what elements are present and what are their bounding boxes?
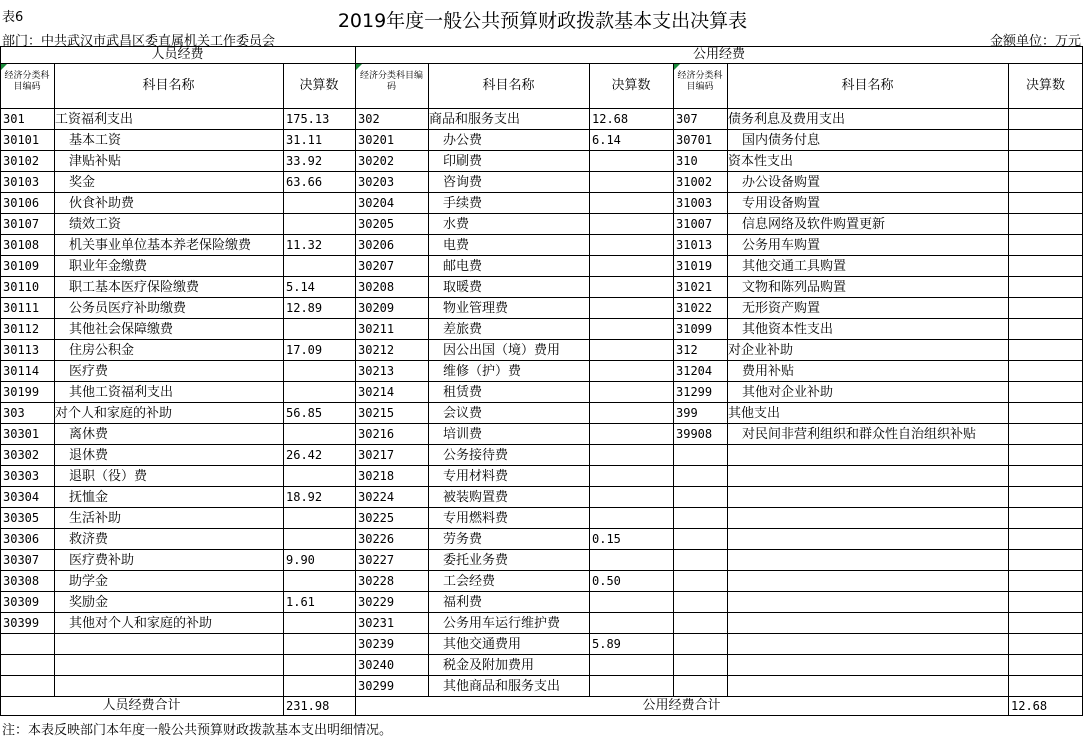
row-amount: 1.61 xyxy=(286,595,315,609)
row-name: 救济费 xyxy=(69,532,109,547)
row-name: 其他社会保障缴费 xyxy=(69,322,174,337)
public-total-amount: 12.68 xyxy=(1011,699,1048,713)
column-header-code: 经济分类科目编码 xyxy=(4,71,50,92)
row-name: 无形资产购置 xyxy=(742,301,821,316)
row-code: 30106 xyxy=(3,196,40,210)
row-name: 生活补助 xyxy=(69,511,122,526)
row-code: 303 xyxy=(3,406,25,420)
row-amount xyxy=(590,256,674,277)
expenditure-table xyxy=(0,46,1083,716)
row-amount xyxy=(590,361,674,382)
row-amount xyxy=(284,571,356,592)
row-amount: 63.66 xyxy=(286,175,323,189)
row-name: 国内债务付息 xyxy=(742,133,821,148)
row-amount xyxy=(1009,382,1084,403)
row-code: 301 xyxy=(3,112,25,126)
row-amount xyxy=(1009,361,1084,382)
row-name: 伙食补助费 xyxy=(69,196,135,211)
row-name: 专用燃料费 xyxy=(443,511,509,526)
row-amount xyxy=(590,151,674,172)
row-name: 公务员医疗补助缴费 xyxy=(69,301,187,316)
row-amount xyxy=(284,508,356,529)
row-amount: 0.50 xyxy=(592,574,621,588)
row-amount xyxy=(1009,424,1084,445)
row-code: 30231 xyxy=(358,616,395,630)
row-amount: 175.13 xyxy=(286,112,330,126)
row-amount xyxy=(284,466,356,487)
row-amount: 26.42 xyxy=(286,448,323,462)
row-name: 印刷费 xyxy=(443,154,483,169)
row-amount xyxy=(590,592,674,613)
row-code: 30217 xyxy=(358,448,395,462)
row-code: 30211 xyxy=(358,322,395,336)
row-name: 租赁费 xyxy=(443,385,483,400)
row-code: 30206 xyxy=(358,238,395,252)
row-name: 公务接待费 xyxy=(443,448,509,463)
row-amount xyxy=(590,424,674,445)
row-name: 助学金 xyxy=(69,574,109,589)
column-header-name: 科目名称 xyxy=(482,78,535,93)
row-name: 退职（役）费 xyxy=(69,469,148,484)
row-amount xyxy=(284,361,356,382)
row-name: 其他工资福利支出 xyxy=(69,385,174,400)
row-code: 30225 xyxy=(358,511,395,525)
row-amount xyxy=(1009,172,1084,193)
row-code: 31022 xyxy=(676,301,713,315)
row-amount xyxy=(590,340,674,361)
row-name: 津贴补贴 xyxy=(69,154,122,169)
row-name: 医疗费 xyxy=(69,364,109,379)
row-amount: 12.89 xyxy=(286,301,323,315)
row-name: 医疗费补助 xyxy=(69,553,135,568)
row-code: 30701 xyxy=(676,133,713,147)
row-name: 住房公积金 xyxy=(69,343,135,358)
row-amount: 17.09 xyxy=(286,343,323,357)
row-code: 30110 xyxy=(3,280,40,294)
row-amount xyxy=(590,613,674,634)
row-name: 水费 xyxy=(443,217,470,232)
row-code: 312 xyxy=(676,343,698,357)
row-name: 奖金 xyxy=(69,175,96,190)
row-amount: 56.85 xyxy=(286,406,323,420)
row-code: 30399 xyxy=(3,616,40,630)
row-amount xyxy=(1009,193,1084,214)
row-code: 30208 xyxy=(358,280,395,294)
row-amount: 12.68 xyxy=(592,112,629,126)
row-code: 30199 xyxy=(3,385,40,399)
row-amount xyxy=(1009,277,1084,298)
row-code: 31003 xyxy=(676,196,713,210)
row-amount: 11.32 xyxy=(286,238,323,252)
row-code: 30109 xyxy=(3,259,40,273)
row-name: 费用补贴 xyxy=(742,364,795,379)
row-code: 30228 xyxy=(358,574,395,588)
row-name: 公务用车购置 xyxy=(742,238,821,253)
row-code: 30111 xyxy=(3,301,40,315)
unit-label: 金额单位：万元 xyxy=(989,34,1081,49)
row-name: 其他交通费用 xyxy=(443,637,522,652)
row-name: 其他商品和服务支出 xyxy=(443,679,561,694)
row-code: 30218 xyxy=(358,469,395,483)
row-amount xyxy=(590,298,674,319)
row-name: 维修（护）费 xyxy=(443,364,522,379)
table-number: 表6 xyxy=(2,10,24,25)
row-amount xyxy=(284,193,356,214)
row-amount xyxy=(590,214,674,235)
row-name: 办公设备购置 xyxy=(742,175,821,190)
section-header-personnel: 人员经费 xyxy=(151,47,204,62)
cell-marker-icon xyxy=(674,64,680,70)
row-amount xyxy=(590,487,674,508)
row-amount xyxy=(1009,340,1084,361)
row-name: 信息网络及软件购置更新 xyxy=(742,217,886,232)
row-name: 因公出国（境）费用 xyxy=(443,343,561,358)
row-amount xyxy=(1009,403,1084,424)
row-code: 30216 xyxy=(358,427,395,441)
row-name: 其他对个人和家庭的补助 xyxy=(69,616,213,631)
row-code: 31002 xyxy=(676,175,713,189)
row-amount xyxy=(590,235,674,256)
row-code: 30309 xyxy=(3,595,40,609)
row-code: 307 xyxy=(676,112,698,126)
row-code: 30203 xyxy=(358,175,395,189)
row-amount xyxy=(590,655,674,676)
row-name: 债务利息及费用支出 xyxy=(728,112,846,127)
row-code: 30229 xyxy=(358,595,395,609)
row-amount xyxy=(1009,319,1084,340)
row-code: 399 xyxy=(676,406,698,420)
row-name: 其他交通工具购置 xyxy=(742,259,847,274)
row-name: 离休费 xyxy=(69,427,109,442)
department-label: 部门：中共武汉市武昌区委直属机关工作委员会 xyxy=(2,34,276,49)
row-amount xyxy=(590,382,674,403)
column-header-amount: 决算数 xyxy=(1025,78,1065,93)
row-name: 基本工资 xyxy=(69,133,122,148)
row-code: 30101 xyxy=(3,133,40,147)
row-amount: 18.92 xyxy=(286,490,323,504)
row-amount xyxy=(1009,130,1084,151)
row-name: 办公费 xyxy=(443,133,483,148)
section-header-public: 公用经费 xyxy=(692,47,745,62)
row-name: 税金及附加费用 xyxy=(443,658,535,673)
column-header-name: 科目名称 xyxy=(142,78,195,93)
row-code: 30114 xyxy=(3,364,40,378)
row-amount xyxy=(284,424,356,445)
row-code: 30240 xyxy=(358,658,395,672)
row-code: 30224 xyxy=(358,490,395,504)
row-amount xyxy=(284,529,356,550)
row-code: 30207 xyxy=(358,259,395,273)
row-amount xyxy=(590,172,674,193)
row-code: 31099 xyxy=(676,322,713,336)
row-amount xyxy=(1009,109,1084,130)
row-code: 31299 xyxy=(676,385,713,399)
row-amount: 31.11 xyxy=(286,133,323,147)
row-name: 差旅费 xyxy=(443,322,483,337)
row-amount xyxy=(590,445,674,466)
row-code: 31019 xyxy=(676,259,713,273)
row-name: 工资福利支出 xyxy=(55,112,134,127)
row-name: 对企业补助 xyxy=(728,343,794,358)
row-name: 会议费 xyxy=(443,406,483,421)
row-amount xyxy=(590,403,674,424)
row-name: 培训费 xyxy=(443,427,483,442)
row-code: 30215 xyxy=(358,406,395,420)
row-amount xyxy=(1009,214,1084,235)
row-name: 委托业务费 xyxy=(443,553,509,568)
row-code: 30204 xyxy=(358,196,395,210)
row-name: 职业年金缴费 xyxy=(69,259,148,274)
row-name: 其他支出 xyxy=(728,406,781,421)
footnote: 注：本表反映部门本年度一般公共预算财政拨款基本支出明细情况。 xyxy=(2,723,393,738)
row-amount xyxy=(590,676,674,697)
row-code: 30108 xyxy=(3,238,40,252)
row-name: 其他对企业补助 xyxy=(742,385,834,400)
row-code: 30307 xyxy=(3,553,40,567)
row-name: 对民间非营利组织和群众性自治组织补贴 xyxy=(742,427,977,442)
row-code: 30212 xyxy=(358,343,395,357)
row-amount xyxy=(284,613,356,634)
row-code: 30107 xyxy=(3,217,40,231)
row-amount xyxy=(284,214,356,235)
row-name: 职工基本医疗保险缴费 xyxy=(69,280,200,295)
row-name: 专用设备购置 xyxy=(742,196,821,211)
row-code: 30299 xyxy=(358,679,395,693)
row-code: 30209 xyxy=(358,301,395,315)
row-amount: 5.89 xyxy=(592,637,621,651)
row-amount: 33.92 xyxy=(286,154,323,168)
public-total-label: 公用经费合计 xyxy=(642,698,721,713)
row-code: 30227 xyxy=(358,553,395,567)
row-name: 劳务费 xyxy=(443,532,483,547)
row-name: 文物和陈列品购置 xyxy=(742,280,847,295)
column-header-amount: 决算数 xyxy=(611,78,651,93)
row-name: 取暖费 xyxy=(443,280,483,295)
row-code: 310 xyxy=(676,154,698,168)
row-code: 30303 xyxy=(3,469,40,483)
row-code: 39908 xyxy=(676,427,713,441)
row-code: 30214 xyxy=(358,385,395,399)
cell-marker-icon xyxy=(1,64,7,70)
row-amount xyxy=(590,508,674,529)
row-name: 对个人和家庭的补助 xyxy=(55,406,173,421)
row-code: 31021 xyxy=(676,280,713,294)
row-amount xyxy=(1009,235,1084,256)
row-amount xyxy=(1009,151,1084,172)
row-name: 绩效工资 xyxy=(69,217,122,232)
page-title: 2019年度一般公共预算财政拨款基本支出决算表 xyxy=(337,10,748,32)
row-code: 30213 xyxy=(358,364,395,378)
row-name: 工会经费 xyxy=(443,574,496,589)
row-code: 31013 xyxy=(676,238,713,252)
row-name: 邮电费 xyxy=(443,259,483,274)
column-header-name: 科目名称 xyxy=(841,78,894,93)
row-name: 物业管理费 xyxy=(443,301,509,316)
row-name: 手续费 xyxy=(443,196,483,211)
row-code: 30239 xyxy=(358,637,395,651)
row-code: 31007 xyxy=(676,217,713,231)
row-name: 其他资本性支出 xyxy=(742,322,834,337)
row-code: 30306 xyxy=(3,532,40,546)
row-amount xyxy=(590,277,674,298)
row-amount xyxy=(284,256,356,277)
column-header-amount: 决算数 xyxy=(299,78,339,93)
row-code: 30226 xyxy=(358,532,395,546)
row-amount: 6.14 xyxy=(592,133,621,147)
row-amount: 5.14 xyxy=(286,280,315,294)
personnel-total-label: 人员经费合计 xyxy=(102,698,181,713)
row-name: 电费 xyxy=(443,238,470,253)
row-amount xyxy=(1009,298,1084,319)
row-name: 商品和服务支出 xyxy=(429,112,521,127)
row-code: 30102 xyxy=(3,154,40,168)
row-name: 资本性支出 xyxy=(728,154,794,169)
row-name: 退休费 xyxy=(69,448,109,463)
row-code: 30305 xyxy=(3,511,40,525)
row-amount xyxy=(590,319,674,340)
row-name: 福利费 xyxy=(443,595,483,610)
row-code: 31204 xyxy=(676,364,713,378)
row-code: 30301 xyxy=(3,427,40,441)
row-amount xyxy=(590,193,674,214)
row-code: 30202 xyxy=(358,154,395,168)
row-code: 30308 xyxy=(3,574,40,588)
column-header-code: 经济分类科目编码 xyxy=(359,71,423,92)
row-amount xyxy=(284,382,356,403)
row-name: 奖励金 xyxy=(69,595,109,610)
row-amount: 0.15 xyxy=(592,532,621,546)
row-code: 30112 xyxy=(3,322,40,336)
row-name: 公务用车运行维护费 xyxy=(443,616,561,631)
row-name: 咨询费 xyxy=(443,175,483,190)
row-name: 抚恤金 xyxy=(69,490,109,505)
row-code: 30205 xyxy=(358,217,395,231)
row-amount: 9.90 xyxy=(286,553,315,567)
row-name: 被装购置费 xyxy=(443,490,509,505)
row-code: 30304 xyxy=(3,490,40,504)
column-header-code: 经济分类科目编码 xyxy=(677,71,723,92)
row-amount xyxy=(590,466,674,487)
row-code: 30302 xyxy=(3,448,40,462)
row-name: 机关事业单位基本养老保险缴费 xyxy=(69,238,252,253)
row-code: 30113 xyxy=(3,343,40,357)
row-code: 30201 xyxy=(358,133,395,147)
row-code: 302 xyxy=(358,112,380,126)
row-amount xyxy=(590,550,674,571)
row-name: 专用材料费 xyxy=(443,469,509,484)
cell-marker-icon xyxy=(356,64,362,70)
row-amount xyxy=(1009,256,1084,277)
row-code: 30103 xyxy=(3,175,40,189)
row-amount xyxy=(284,319,356,340)
personnel-total-amount: 231.98 xyxy=(286,699,330,713)
